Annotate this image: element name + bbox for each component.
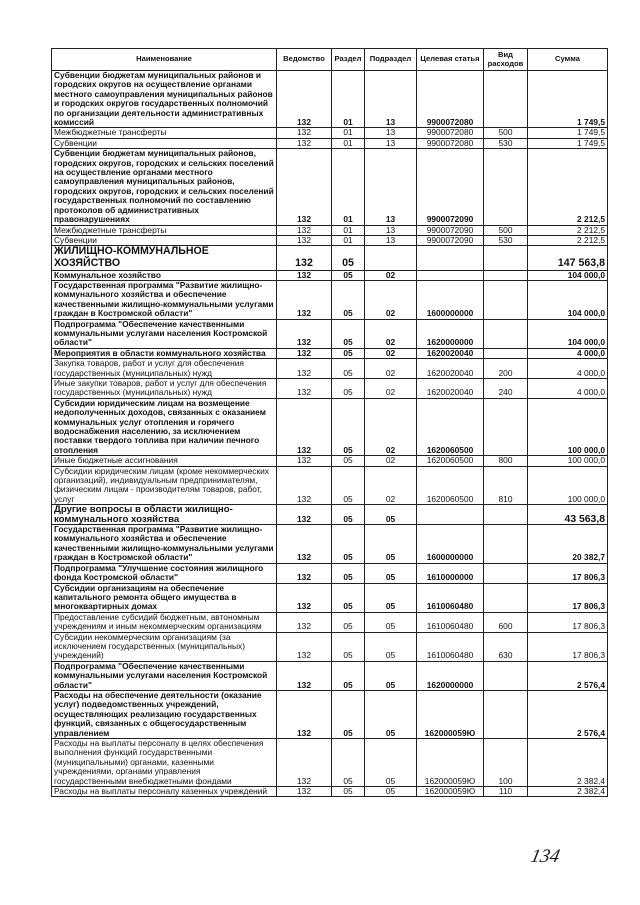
table-row (52, 280, 608, 319)
cell-name: Расходы на обеспечение деятельности (оказание услуг) подведомственных учреждений, осуществляющих реализацию государственных функций, связанных с общегосударственным управлением (52, 690, 277, 738)
cell-subsection: 05 (365, 525, 417, 564)
cell-dept: 132 (277, 739, 332, 787)
cell-amount: 100 000,0 (528, 466, 608, 505)
cell-section: 05 (332, 319, 365, 348)
cell-subsection: 02 (365, 456, 417, 466)
col-header-subsection: Подраздел (365, 49, 417, 71)
cell-section: 05 (332, 348, 365, 358)
cell-target: 1620060500 (417, 456, 484, 466)
cell-type (484, 525, 528, 564)
cell-amount: 17 806,3 (528, 563, 608, 583)
cell-section: 05 (332, 690, 365, 738)
table-row (52, 583, 608, 612)
cell-type (484, 348, 528, 358)
cell-section: 05 (332, 612, 365, 632)
cell-dept: 132 (277, 632, 332, 661)
table-row (52, 466, 608, 505)
cell-type: 810 (484, 466, 528, 505)
cell-subsection: 13 (365, 128, 417, 138)
cell-type: 100 (484, 739, 528, 787)
cell-amount: 2 576,4 (528, 690, 608, 738)
table-row (52, 149, 608, 225)
cell-dept: 132 (277, 466, 332, 505)
cell-name: Субсидии организациям на обеспечение капитального ремонта общего имущества в многоквартирных домах (52, 583, 277, 612)
cell-amount: 100 000,0 (528, 456, 608, 466)
cell-section: 05 (332, 505, 365, 525)
cell-type: 240 (484, 378, 528, 398)
cell-type: 200 (484, 359, 528, 379)
cell-type: 530 (484, 235, 528, 245)
table-row (52, 378, 608, 398)
cell-name: Подпрограмма "Обеспечение качественными коммунальными услугами населения Костромской области" (52, 319, 277, 348)
cell-dept: 132 (277, 456, 332, 466)
cell-amount: 1 749,5 (528, 128, 608, 138)
cell-dept: 132 (277, 505, 332, 525)
cell-name: ЖИЛИЩНО-КОММУНАЛЬНОЕ ХОЗЯЙСТВО (52, 246, 277, 270)
cell-subsection: 05 (365, 505, 417, 525)
cell-name: Расходы на выплаты персоналу казенных учреждений (52, 787, 277, 797)
table-row (52, 359, 608, 379)
cell-section: 01 (332, 235, 365, 245)
cell-dept: 132 (277, 149, 332, 225)
cell-amount: 17 806,3 (528, 583, 608, 612)
cell-type (484, 319, 528, 348)
cell-section: 05 (332, 398, 365, 455)
cell-section: 05 (332, 739, 365, 787)
table-row (52, 398, 608, 455)
cell-target: 1600000000 (417, 525, 484, 564)
cell-type: 600 (484, 612, 528, 632)
cell-dept: 132 (277, 71, 332, 128)
cell-name: Расходы на выплаты персоналу в целях обеспечения выполнения функций государственными (муниципальными) органами, казенными учреждениями, органами управления государственными внебюджетными фондами (52, 739, 277, 787)
cell-name: Подпрограмма "Улучшение состояния жилищного фонда Костромской области" (52, 563, 277, 583)
cell-amount: 20 382,7 (528, 525, 608, 564)
cell-section: 05 (332, 583, 365, 612)
cell-dept: 132 (277, 398, 332, 455)
cell-name: Межбюджетные трансферты (52, 225, 277, 235)
cell-amount: 2 212,5 (528, 225, 608, 235)
cell-section: 01 (332, 138, 365, 148)
budget-table (51, 48, 608, 797)
table-body (52, 71, 608, 797)
cell-name: Закупка товаров, работ и услуг для обеспечения государственных (муниципальных) нужд (52, 359, 277, 379)
cell-target: 162000059Ю (417, 787, 484, 797)
table-row (52, 563, 608, 583)
cell-target: 1620000000 (417, 661, 484, 690)
cell-type (484, 563, 528, 583)
cell-dept: 132 (277, 128, 332, 138)
cell-type: 500 (484, 128, 528, 138)
cell-target: 9900072090 (417, 235, 484, 245)
cell-amount: 1 749,5 (528, 138, 608, 148)
cell-amount: 104 000,0 (528, 270, 608, 280)
cell-name: Подпрограмма "Обеспечение качественными коммунальными услугами населения Костромской области" (52, 661, 277, 690)
cell-section: 05 (332, 632, 365, 661)
cell-subsection: 13 (365, 235, 417, 245)
cell-dept: 132 (277, 690, 332, 738)
col-header-section: Раздел (332, 49, 365, 71)
cell-target: 1610060480 (417, 632, 484, 661)
cell-name: Субвенции (52, 235, 277, 245)
cell-type: 800 (484, 456, 528, 466)
page-number-text: 134 (528, 846, 562, 867)
cell-dept: 132 (277, 235, 332, 245)
col-header-amount: Сумма (528, 49, 608, 71)
cell-subsection: 02 (365, 398, 417, 455)
cell-dept: 132 (277, 359, 332, 379)
cell-subsection: 05 (365, 787, 417, 797)
cell-name: Другие вопросы в области жилищно-коммунального хозяйства (52, 505, 277, 525)
cell-amount: 2 212,5 (528, 149, 608, 225)
cell-dept: 132 (277, 583, 332, 612)
cell-type: 530 (484, 138, 528, 148)
cell-target: 1620020040 (417, 348, 484, 358)
cell-name: Иные закупки товаров, работ и услуг для обеспечения государственных (муниципальных) нужд (52, 378, 277, 398)
cell-target: 9900072090 (417, 149, 484, 225)
table-row (52, 525, 608, 564)
cell-target: 9900072080 (417, 128, 484, 138)
cell-type: 500 (484, 225, 528, 235)
cell-amount: 17 806,3 (528, 612, 608, 632)
cell-section: 05 (332, 456, 365, 466)
cell-name: Субсидии некоммерческим организациям (за исключением государственных (муниципальных) учреждений) (52, 632, 277, 661)
cell-section: 05 (332, 525, 365, 564)
table-row (52, 138, 608, 148)
cell-dept: 132 (277, 661, 332, 690)
cell-amount: 100 000,0 (528, 398, 608, 455)
cell-type (484, 690, 528, 738)
cell-subsection: 13 (365, 225, 417, 235)
cell-subsection: 13 (365, 71, 417, 128)
cell-dept: 132 (277, 280, 332, 319)
cell-name: Иные бюджетные ассигнования (52, 456, 277, 466)
cell-amount: 1 749,5 (528, 71, 608, 128)
cell-target: 1620020040 (417, 359, 484, 379)
cell-name: Субвенции бюджетам муниципальных районов, городских округов, городских и сельских поселений на осуществление органами местного самоуправления муниципальных районов, городских округов, городских и сельских поселений государственных полномочий по составлению протоколов об административных правонарушениях (52, 149, 277, 225)
cell-amount: 2 382,4 (528, 739, 608, 787)
cell-name: Субвенции (52, 138, 277, 148)
col-header-dept: Ведомство (277, 49, 332, 71)
cell-section: 05 (332, 466, 365, 505)
table-row (52, 632, 608, 661)
cell-type: 110 (484, 787, 528, 797)
cell-dept: 132 (277, 319, 332, 348)
cell-dept: 132 (277, 246, 332, 270)
table-row (52, 348, 608, 358)
table-row (52, 787, 608, 797)
cell-type (484, 661, 528, 690)
cell-subsection (365, 246, 417, 270)
table-row (52, 319, 608, 348)
cell-target: 9900072080 (417, 71, 484, 128)
cell-dept: 132 (277, 270, 332, 280)
cell-amount: 104 000,0 (528, 319, 608, 348)
cell-dept: 132 (277, 225, 332, 235)
cell-target: 9900072080 (417, 138, 484, 148)
cell-dept: 132 (277, 378, 332, 398)
cell-name: Мероприятия в области коммунального хозяйства (52, 348, 277, 358)
cell-target: 1610060480 (417, 583, 484, 612)
cell-amount: 147 563,8 (528, 246, 608, 270)
cell-dept: 132 (277, 348, 332, 358)
cell-target: 1620060500 (417, 398, 484, 455)
cell-type (484, 398, 528, 455)
cell-subsection: 05 (365, 563, 417, 583)
page-number (528, 842, 582, 868)
cell-dept: 132 (277, 525, 332, 564)
table-header (52, 49, 608, 71)
cell-section: 05 (332, 787, 365, 797)
cell-section: 01 (332, 71, 365, 128)
cell-target: 1620020040 (417, 378, 484, 398)
cell-subsection: 05 (365, 632, 417, 661)
table-row (52, 739, 608, 787)
table-row (52, 690, 608, 738)
cell-amount: 4 000,0 (528, 348, 608, 358)
cell-subsection: 02 (365, 348, 417, 358)
table-row (52, 612, 608, 632)
cell-amount: 43 563,8 (528, 505, 608, 525)
cell-name: Предоставление субсидий бюджетным, автономным учреждениям и иным некоммерческим организациям (52, 612, 277, 632)
cell-type (484, 71, 528, 128)
table-row (52, 661, 608, 690)
cell-target: 1620060500 (417, 466, 484, 505)
cell-target (417, 246, 484, 270)
cell-section: 05 (332, 246, 365, 270)
cell-amount: 2 576,4 (528, 661, 608, 690)
table-row (52, 270, 608, 280)
cell-subsection: 05 (365, 739, 417, 787)
cell-subsection: 02 (365, 466, 417, 505)
cell-subsection: 05 (365, 612, 417, 632)
cell-subsection: 05 (365, 583, 417, 612)
cell-target: 1610000000 (417, 563, 484, 583)
cell-target: 1610060480 (417, 612, 484, 632)
cell-subsection: 13 (365, 138, 417, 148)
cell-type (484, 583, 528, 612)
cell-amount: 104 000,0 (528, 280, 608, 319)
cell-subsection: 02 (365, 280, 417, 319)
table-row (52, 128, 608, 138)
cell-subsection: 02 (365, 378, 417, 398)
cell-name: Государственная программа "Развитие жилищно-коммунального хозяйства и обеспечение качественными жилищно-коммунальными услугами граждан в Костромской области" (52, 280, 277, 319)
table-row (52, 235, 608, 245)
cell-dept: 132 (277, 787, 332, 797)
cell-amount: 2 212,5 (528, 235, 608, 245)
cell-amount: 4 000,0 (528, 378, 608, 398)
cell-target: 9900072090 (417, 225, 484, 235)
cell-type: 630 (484, 632, 528, 661)
cell-type (484, 280, 528, 319)
cell-target (417, 270, 484, 280)
cell-section: 05 (332, 270, 365, 280)
cell-dept: 132 (277, 612, 332, 632)
cell-amount: 17 806,3 (528, 632, 608, 661)
cell-target: 162000059Ю (417, 690, 484, 738)
col-header-type: Вид расходов (484, 49, 528, 71)
cell-name: Субсидии юридическим лицам на возмещение недополученных доходов, связанных с оказанием коммунальных услуг отопления и горячего водоснабжения населению, за исключением поставки твердого топлива при наличии печного отопления (52, 398, 277, 455)
table-row (52, 505, 608, 525)
cell-subsection: 02 (365, 359, 417, 379)
cell-name: Субсидии юридическим лицам (кроме некоммерческих организаций), индивидуальным предпринимателям, физическим лицам - производителям товаров, работ, услуг (52, 466, 277, 505)
table-row (52, 71, 608, 128)
cell-target: 1620000000 (417, 319, 484, 348)
cell-type (484, 505, 528, 525)
cell-name: Межбюджетные трансферты (52, 128, 277, 138)
cell-section: 01 (332, 128, 365, 138)
cell-name: Коммунальное хозяйство (52, 270, 277, 280)
cell-section: 05 (332, 359, 365, 379)
cell-type (484, 149, 528, 225)
table-row (52, 246, 608, 270)
cell-name: Государственная программа "Развитие жилищно-коммунального хозяйства и обеспечение качественными жилищно-коммунальными услугами граждан в Костромской области" (52, 525, 277, 564)
cell-section: 05 (332, 378, 365, 398)
cell-subsection: 05 (365, 690, 417, 738)
cell-target: 162000059Ю (417, 739, 484, 787)
cell-section: 01 (332, 225, 365, 235)
cell-amount: 4 000,0 (528, 359, 608, 379)
cell-section: 01 (332, 149, 365, 225)
cell-subsection: 13 (365, 149, 417, 225)
col-header-name: Наименование (52, 49, 277, 71)
cell-subsection: 05 (365, 661, 417, 690)
cell-amount: 2 382,4 (528, 787, 608, 797)
cell-target (417, 505, 484, 525)
cell-name: Субвенции бюджетам муниципальных районов и городских округов на осуществление органами местного самоуправления муниципальных районов и городских округов государственных полномочий по организации деятельности административных комиссий (52, 71, 277, 128)
cell-type (484, 246, 528, 270)
cell-subsection: 02 (365, 270, 417, 280)
cell-dept: 132 (277, 563, 332, 583)
cell-section: 05 (332, 661, 365, 690)
cell-section: 05 (332, 563, 365, 583)
cell-section: 05 (332, 280, 365, 319)
cell-target: 1600000000 (417, 280, 484, 319)
table-row (52, 456, 608, 466)
cell-type (484, 270, 528, 280)
cell-subsection: 02 (365, 319, 417, 348)
col-header-target: Целевая статья (417, 49, 484, 71)
table-row (52, 225, 608, 235)
cell-dept: 132 (277, 138, 332, 148)
